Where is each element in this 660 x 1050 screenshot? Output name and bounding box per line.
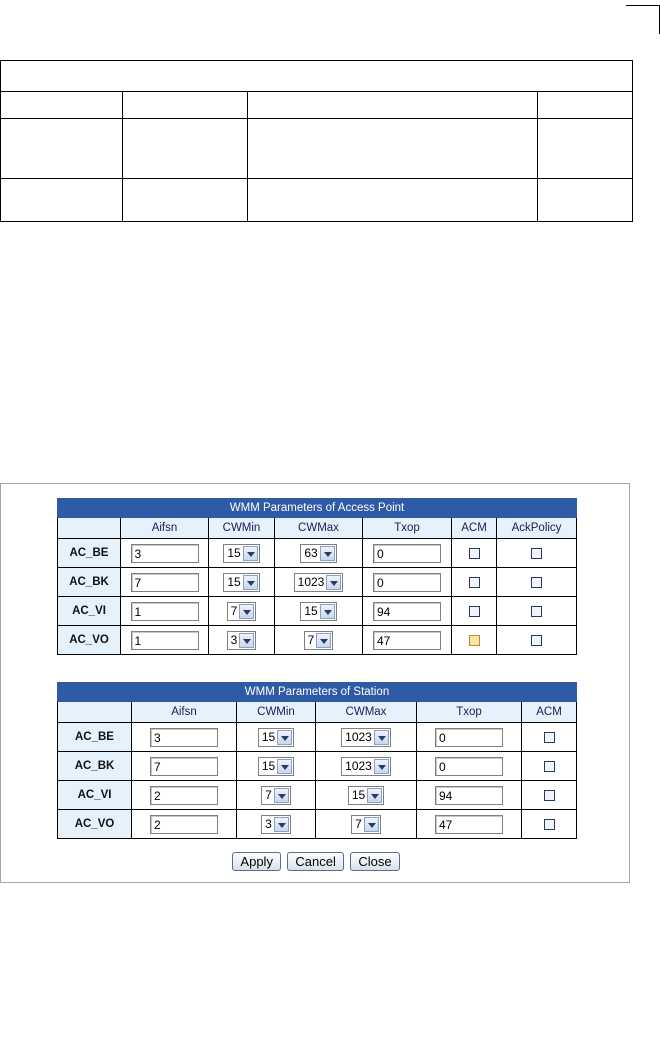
column-header: CWMax (316, 702, 417, 723)
cwmax-select-value: 7 (307, 633, 315, 647)
column-header: CWMax (275, 518, 363, 539)
cwmax-select[interactable] (294, 573, 344, 592)
cwmin-select-value: 7 (265, 788, 272, 802)
row-label: AC_VI (58, 597, 121, 626)
ackpolicy-checkbox[interactable] (531, 606, 542, 617)
table-cell (522, 752, 577, 781)
cwmin-select-value: 7 (230, 604, 238, 618)
station-wmm-table (57, 682, 577, 839)
cwmax-select[interactable] (341, 728, 391, 747)
chevron-down-icon[interactable] (274, 788, 289, 803)
cwmin-select-value: 15 (261, 730, 276, 744)
table-cell (316, 781, 417, 810)
column-header: CWMin (209, 518, 275, 539)
cwmax-select[interactable] (341, 757, 391, 776)
aifsn-input[interactable]: 2 (150, 815, 218, 834)
cwmax-select[interactable] (351, 815, 381, 834)
table-cell (497, 626, 577, 655)
txop-input[interactable]: 47 (373, 631, 441, 650)
acm-checkbox[interactable] (469, 635, 480, 646)
cwmin-select-value: 3 (230, 633, 238, 647)
table-cell (417, 723, 522, 752)
table-cell (121, 539, 209, 568)
cwmin-select[interactable] (227, 631, 257, 650)
table-cell (497, 568, 577, 597)
table-cell (132, 752, 237, 781)
access-point-header-row (58, 518, 577, 539)
txop-input[interactable]: 94 (373, 602, 441, 621)
table-row (58, 568, 577, 597)
table-cell (209, 597, 275, 626)
table-cell (452, 626, 497, 655)
chevron-down-icon[interactable] (274, 817, 289, 832)
table-cell (522, 723, 577, 752)
table-cell (316, 810, 417, 839)
row-label: AC_BK (58, 752, 132, 781)
table-cell (237, 810, 316, 839)
txop-input[interactable]: 47 (435, 815, 503, 834)
column-header: AckPolicy (497, 518, 577, 539)
row-label: AC_BE (58, 539, 121, 568)
access-point-table-title: WMM Parameters of Access Point (58, 499, 577, 518)
txop-input[interactable]: 0 (373, 573, 441, 592)
cwmin-select[interactable] (227, 602, 257, 621)
cwmin-select-value: 15 (261, 759, 276, 773)
table-cell (132, 723, 237, 752)
cwmin-select[interactable] (261, 815, 291, 834)
page-corner-mark (626, 5, 660, 24)
table-row (58, 781, 577, 810)
row-label: AC_VI (58, 781, 132, 810)
chevron-down-icon[interactable] (374, 759, 389, 774)
aifsn-input[interactable]: 7 (131, 573, 199, 592)
table-cell (363, 626, 452, 655)
table-cell (132, 781, 237, 810)
table-cell (209, 568, 275, 597)
cwmin-select[interactable] (261, 786, 291, 805)
document-table-row (1, 179, 633, 222)
cwmax-select[interactable] (304, 631, 334, 650)
chevron-down-icon[interactable] (320, 546, 335, 561)
table-row (58, 723, 577, 752)
table-cell (363, 539, 452, 568)
table-cell (237, 752, 316, 781)
acm-checkbox[interactable] (469, 606, 480, 617)
cwmax-select[interactable] (300, 602, 336, 621)
table-cell (275, 597, 363, 626)
table-row (58, 597, 577, 626)
aifsn-input[interactable]: 1 (131, 602, 199, 621)
cwmax-select-value: 1023 (345, 759, 372, 773)
table-cell (522, 810, 577, 839)
ackpolicy-checkbox[interactable] (531, 548, 542, 559)
row-label: AC_VO (58, 810, 132, 839)
cwmax-select[interactable] (348, 786, 384, 805)
table-row (58, 539, 577, 568)
document-table-header-row (1, 92, 633, 119)
aifsn-input[interactable]: 2 (150, 786, 218, 805)
cwmax-select-value: 15 (351, 788, 366, 802)
table-row (58, 626, 577, 655)
table-row (58, 752, 577, 781)
table-cell (121, 597, 209, 626)
row-label: AC_BK (58, 568, 121, 597)
ackpolicy-checkbox[interactable] (531, 635, 542, 646)
chevron-down-icon[interactable] (364, 817, 379, 832)
table-cell (209, 626, 275, 655)
button-bar (1, 852, 631, 871)
cwmin-select[interactable] (223, 573, 259, 592)
chevron-down-icon[interactable] (277, 730, 292, 745)
cwmin-select-value: 15 (227, 575, 241, 589)
cwmin-select[interactable] (258, 757, 294, 776)
acm-checkbox[interactable] (469, 577, 480, 588)
table-cell (275, 539, 363, 568)
column-header: Txop (363, 518, 452, 539)
table-cell (209, 539, 275, 568)
station-header-row (58, 702, 577, 723)
txop-input[interactable]: 0 (373, 544, 441, 563)
table-cell (363, 568, 452, 597)
chevron-down-icon[interactable] (326, 575, 341, 590)
table-cell (121, 568, 209, 597)
table-cell (237, 723, 316, 752)
aifsn-input[interactable]: 7 (150, 757, 218, 776)
table-cell (452, 568, 497, 597)
table-cell (497, 539, 577, 568)
table-cell (316, 752, 417, 781)
chevron-down-icon[interactable] (277, 759, 292, 774)
chevron-down-icon[interactable] (239, 604, 254, 619)
cwmin-select-value: 15 (227, 546, 241, 560)
column-header (58, 702, 132, 723)
cwmax-select[interactable] (300, 544, 336, 563)
acm-checkbox[interactable] (544, 732, 555, 743)
chevron-down-icon[interactable] (367, 788, 382, 803)
table-cell (522, 781, 577, 810)
cancel-button[interactable]: Cancel (287, 852, 343, 871)
txop-input[interactable]: 0 (435, 728, 503, 747)
column-header (58, 518, 121, 539)
cwmax-select-value: 63 (304, 546, 318, 560)
table-cell (417, 752, 522, 781)
document-table-title-row (1, 61, 633, 92)
column-header: ACM (452, 518, 497, 539)
table-cell (452, 597, 497, 626)
document-table (0, 60, 633, 222)
txop-input[interactable]: 0 (435, 757, 503, 776)
column-header: ACM (522, 702, 577, 723)
table-row (58, 810, 577, 839)
chevron-down-icon[interactable] (374, 730, 389, 745)
cwmax-select-value: 15 (304, 604, 318, 618)
table-cell (363, 597, 452, 626)
table-cell (497, 597, 577, 626)
chevron-down-icon[interactable] (316, 633, 331, 648)
column-header: Txop (417, 702, 522, 723)
table-cell (417, 810, 522, 839)
station-table-title: WMM Parameters of Station (58, 683, 577, 702)
table-cell (132, 810, 237, 839)
chevron-down-icon[interactable] (243, 546, 258, 561)
cwmax-select-value: 1023 (297, 575, 325, 589)
table-cell (452, 539, 497, 568)
acm-checkbox[interactable] (544, 819, 555, 830)
document-table-row (1, 119, 633, 179)
aifsn-input[interactable]: 3 (131, 544, 199, 563)
column-header: CWMin (237, 702, 316, 723)
cwmax-select-value: 1023 (345, 730, 372, 744)
row-label: AC_VO (58, 626, 121, 655)
cwmax-select-value: 7 (355, 817, 362, 831)
chevron-down-icon[interactable] (243, 575, 258, 590)
acm-checkbox[interactable] (544, 790, 555, 801)
apply-button[interactable]: Apply (232, 852, 281, 871)
row-label: AC_BE (58, 723, 132, 752)
table-cell (417, 781, 522, 810)
acm-checkbox[interactable] (469, 548, 480, 559)
cwmin-select[interactable] (223, 544, 259, 563)
cwmin-select-value: 3 (265, 817, 272, 831)
cwmin-select[interactable] (258, 728, 294, 747)
table-cell (237, 781, 316, 810)
table-cell (275, 626, 363, 655)
wmm-settings-panel (0, 483, 630, 883)
aifsn-input[interactable]: 1 (131, 631, 199, 650)
chevron-down-icon[interactable] (239, 633, 254, 648)
table-cell (121, 626, 209, 655)
table-cell (275, 568, 363, 597)
column-header: Aifsn (121, 518, 209, 539)
aifsn-input[interactable]: 3 (150, 728, 218, 747)
access-point-wmm-table (57, 498, 577, 655)
column-header: Aifsn (132, 702, 237, 723)
acm-checkbox[interactable] (544, 761, 555, 772)
txop-input[interactable]: 94 (435, 786, 503, 805)
ackpolicy-checkbox[interactable] (531, 577, 542, 588)
close-button[interactable]: Close (350, 852, 399, 871)
table-cell (316, 723, 417, 752)
chevron-down-icon[interactable] (320, 604, 335, 619)
